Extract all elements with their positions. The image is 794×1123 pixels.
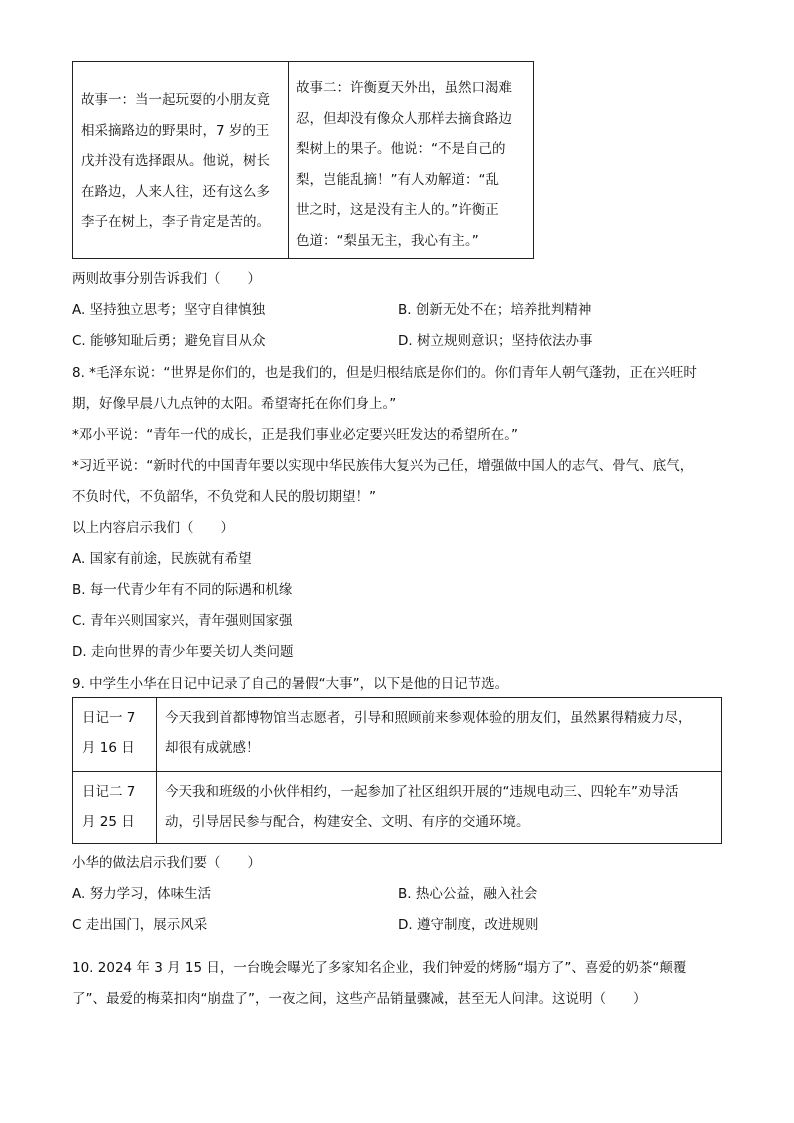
story-one-line: 相采摘路边的野果时，7 岁的王 [81,122,270,139]
q8-quote-xi-line1: *习近平说：“新时代的中国青年要以实现中华民族伟大复兴为己任，增强做中国人的志气、骨气、底气， [72,458,694,474]
diary-label-line: 日记一 7 [82,710,136,726]
story-one-line: 故事一：当一起玩耍的小朋友竟 [81,92,270,108]
diary-text [157,698,721,771]
story-two-line: 世之时，这是没有主人的。”许衡正 [296,202,499,218]
diary-text-line: 动，引导居民参与配合，构建安全、文明、有序的交通环境。 [165,814,530,830]
q8-option-a[interactable]: A. 国家有前途，民族就有希望 [72,551,252,567]
diary-label-line: 月 25 日 [82,814,135,830]
q7-option-c[interactable]: C. 能够知耻后勇；避免盲目从众 [72,333,266,349]
q8-quote-mao-line2: 期，好像早晨八九点钟的太阳。希望寄托在你们身上。” [72,396,397,412]
diary-table [72,697,722,844]
diary-text [157,772,721,844]
q8-option-b[interactable]: B. 每一代青少年有不同的际遇和机缘 [72,582,293,598]
story-one-line: 在路边，人来人往，还有这么多 [81,183,270,200]
story-two-line: 梨，岂能乱摘！”有人劝解道：“乱 [296,171,499,188]
story-two-line: 色道：“梨虽无主，我心有主。” [296,232,479,249]
diary-label-line: 日记二 7 [82,784,136,800]
story-table [72,61,534,259]
q9-option-a[interactable]: A. 努力学习，体味生活 [72,886,212,902]
story-two-line: 梨树上的果子。他说：“不是自己的 [296,141,506,157]
q8-quote-deng: *邓小平说：“青年一代的成长，正是我们事业必定要兴旺发达的希望所在。” [72,427,518,443]
q9-option-c[interactable]: C 走出国门，展示风采 [72,917,208,933]
q9-option-d[interactable]: D. 遵守制度，改进规则 [398,917,539,933]
q7-stem: 两则故事分别告诉我们（ ） [72,271,261,287]
q9-intro: 9. 中学生小华在日记中记录了自己的暑假“大事”，以下是他的日记节选。 [72,676,509,692]
diary-label [73,698,157,771]
diary-row [73,771,721,844]
q8-stem: 以上内容启示我们（ ） [72,520,234,536]
q10-line2: 了”、最爱的梅菜扣肉“崩盘了”，一夜之间，这些产品销量骤减，甚至无人问津。这说明（ ） [72,991,647,1007]
q10-line1: 10. 2024 年 3 月 15 日，一台晚会曝光了多家知名企业，我们钟爱的烤肠“塌方了”、喜爱的奶茶“颠覆 [72,960,687,976]
q9-option-b[interactable]: B. 热心公益，融入社会 [398,886,538,902]
story-one-line: 李子在树上，李子肯定是苦的。 [81,214,270,230]
q7-option-b[interactable]: B. 创新无处不在；培养批判精神 [398,302,592,318]
q9-stem: 小华的做法启示我们要（ ） [72,855,261,871]
story-two-line: 故事二：许衡夏天外出，虽然口渴难 [296,80,512,96]
diary-label [73,772,157,844]
story-one-cell [73,62,289,258]
diary-row [73,698,721,771]
diary-text-line: 今天我到首都博物馆当志愿者，引导和照顾前来参观体验的朋友们，虽然累得精疲力尽， [165,710,692,726]
diary-label-line: 月 16 日 [82,740,135,756]
diary-text-line: 今天我和班级的小伙伴相约，一起参加了社区组织开展的“违规电动三、四轮车”劝导活 [165,784,679,800]
q8-quote-mao-line1: 8. *毛泽东说：“世界是你们的，也是我们的，但是归根结底是你们的。你们青年人朝气蓬勃，正在兴旺时 [72,365,697,381]
q7-option-a[interactable]: A. 坚持独立思考；坚守自律慎独 [72,302,266,318]
q8-quote-xi-line2: 不负时代，不负韶华，不负党和人民的殷切期望！” [72,489,376,505]
q8-option-c[interactable]: C. 青年兴则国家兴，青年强则国家强 [72,613,293,629]
story-two-line: 忍，但却没有像众人那样去摘食路边 [296,110,512,127]
q7-option-d[interactable]: D. 树立规则意识；坚持依法办事 [398,333,593,349]
q8-option-d[interactable]: D. 走向世界的青少年要关切人类问题 [72,644,294,660]
diary-text-line: 却很有成就感！ [165,740,260,756]
story-two-cell [289,62,533,258]
story-one-line: 戊并没有选择跟从。他说，树长 [81,153,270,169]
